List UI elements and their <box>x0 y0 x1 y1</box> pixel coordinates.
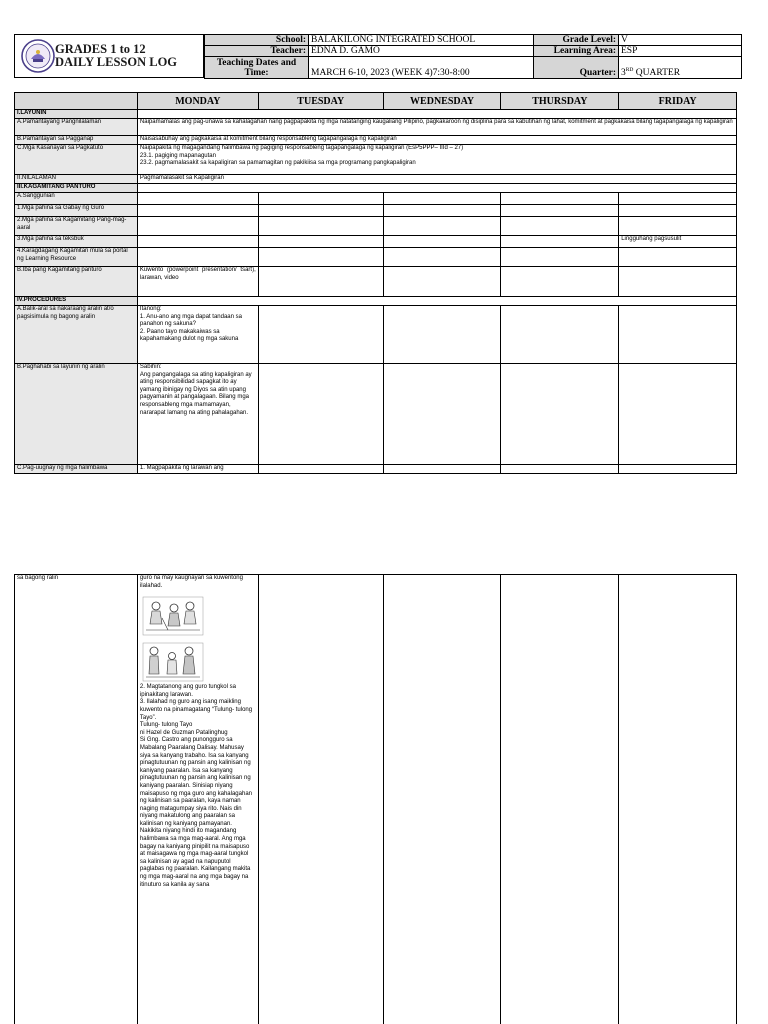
empty-cell <box>258 575 383 1024</box>
empty-cell <box>501 306 619 364</box>
row-label-balik-aral: A.Balik-aral sa nakaraang aralin at/o pagsisimula ng bagong aralin <box>15 306 138 364</box>
balik-aral-monday: Itanong: 1. Anu-ano ang mga dapat tandaan sa panahon ng sakuna? 2. Paano tayo makakaiwas sa kapahamakang dulot ng mga sakuna <box>137 306 258 364</box>
empty-cell <box>619 217 737 236</box>
empty-cell <box>619 364 737 465</box>
children-cleaning-illustration-icon <box>142 596 204 636</box>
quarter-value <box>619 57 742 79</box>
empty-cell <box>383 306 501 364</box>
quarter-number: 3 <box>621 68 626 78</box>
empty-cell <box>619 267 737 297</box>
empty-cell <box>619 306 737 364</box>
empty-cell <box>258 364 383 465</box>
kasanayan-text: Naipapakita ng magagandang halimbawa ng pagiging responsableng tagapangalaga ng kapaligiran (EsP5PPP– IIId – 27) 23.1. pagiging mapanagutan 23.2. pagmamalasakit sa kapaligiran sa pamamagitan ng pakikiisa sa mga programang pangkapaligiran <box>137 145 736 175</box>
empty-cell <box>383 575 501 1024</box>
row-label-gabay: 1.Mga pahina sa Gabay ng Guro <box>15 205 138 217</box>
empty-cell <box>501 236 619 248</box>
pag-uugnay-monday-cont <box>137 575 258 1024</box>
empty-cell <box>137 297 736 306</box>
quarter-suffix: QUARTER <box>633 68 681 78</box>
header-info-table <box>204 34 742 79</box>
teacher-value: EDNA D. GAMO <box>309 46 534 57</box>
title-line-1: GRADES 1 to 12 <box>55 42 146 56</box>
empty-cell <box>501 267 619 297</box>
learning-area-label: Learning Area: <box>534 46 619 57</box>
day-header-tuesday: TUESDAY <box>258 93 383 110</box>
row-label-iba-pang-kagamitan: B.Iba pang Kagamitang panturo <box>15 267 138 297</box>
learning-area-value: ESP <box>619 46 742 57</box>
row-label-kagamitang-mag-aaral: 2.Mga pahina sa Kagamitang Pang-mag-aaral <box>15 217 138 236</box>
empty-cell <box>619 465 737 474</box>
empty-cell <box>501 193 619 205</box>
family-illustration-icon <box>142 642 204 682</box>
empty-cell <box>258 267 383 297</box>
dll-title <box>55 43 177 69</box>
quarter-label: Quarter: <box>534 57 619 79</box>
teaching-dates-value: MARCH 6-10, 2023 (WEEK 4)7:30-8:00 <box>309 57 534 79</box>
empty-cell <box>501 575 619 1024</box>
empty-cell <box>383 193 501 205</box>
empty-cell <box>501 217 619 236</box>
paghahabi-monday: Sabihin: Ang pangangalaga sa ating kapaligiran ay ating responsibilidad sapagkat ito ay yamang ibinigay ng Diyos sa atin upang pagyamanin at pangalagaan. Bilang mga responsableng mga mamamayan, nararapat lamang na ating pahalagahan. <box>137 364 258 465</box>
empty-cell <box>383 465 501 474</box>
section-layunin: I.LAYUNIN <box>15 110 138 119</box>
school-label: School: <box>205 35 309 46</box>
pangnilalaman-text: Naipamamalas ang pag-unawa sa kahalagahan nang pagpapakita ng mga natatanging kaugaliang Pilipino, pagkakaroon ng disiplina para sa kabutihan ng lahat, komitment at pagkakaisa bilang tagapangalaga ng kapaligiran <box>137 119 736 136</box>
row-label-nilalaman: II.NILALAMAN <box>15 175 138 184</box>
empty-cell <box>137 248 258 267</box>
empty-cell <box>383 217 501 236</box>
quarter-ordinal: RD <box>625 66 634 73</box>
grade-level-label: Grade Level: <box>534 35 619 46</box>
pag-uugnay-intro: guro na may kaugnayan sa kuwentong ilalahad. <box>139 575 243 589</box>
teaching-dates-label: Teaching Dates and Time: <box>205 57 309 79</box>
teacher-label: Teacher: <box>205 46 309 57</box>
grade-level-value: V <box>619 35 742 46</box>
empty-cell <box>501 205 619 217</box>
empty-cell <box>258 236 383 248</box>
row-label-teksbuk: 3.Mga pahina sa teksbuk <box>15 236 138 248</box>
page-gap <box>0 548 768 574</box>
row-label-karagdagang: 4.Karagdagang Kagamitan mula sa portal ng Learning Resource <box>15 248 138 267</box>
row-label-pagganap: B.Pamantayan sa Pagganap <box>15 136 138 145</box>
day-header-friday: FRIDAY <box>619 93 737 110</box>
empty-cell <box>383 267 501 297</box>
empty-cell <box>137 110 736 119</box>
section-kagamitan: III.KAGAMITANG PANTURO <box>15 184 138 193</box>
empty-cell <box>619 193 737 205</box>
lesson-log-table-continued <box>14 574 737 1024</box>
empty-cell <box>383 248 501 267</box>
school-value: BALAKILONG INTEGRATED SCHOOL <box>309 35 534 46</box>
pagganap-text: Naisasabuhay ang pagkakaisa at komitment bilang responsableng tagapangalaga ng kapaligiran <box>137 136 736 145</box>
row-label-pangnilalaman: A.Pamantayang Pangnilalaman <box>15 119 138 136</box>
empty-cell <box>619 575 737 1024</box>
empty-cell <box>137 217 258 236</box>
day-header-thursday: THURSDAY <box>501 93 619 110</box>
empty-cell <box>258 217 383 236</box>
teksbuk-friday: Lingguhang pagsusulit <box>619 236 737 248</box>
empty-cell <box>258 306 383 364</box>
empty-cell <box>383 364 501 465</box>
empty-cell <box>501 364 619 465</box>
empty-cell <box>137 193 258 205</box>
empty-cell <box>258 248 383 267</box>
nilalaman-text: Pagmamalasakit sa Kapaligiran <box>137 175 736 184</box>
empty-cell <box>383 205 501 217</box>
row-label-pag-uugnay-cont: sa bagong ralin <box>15 575 138 1024</box>
empty-cell <box>383 236 501 248</box>
section-procedures: IV.PROCEDURES <box>15 297 138 306</box>
empty-cell <box>258 205 383 217</box>
empty-cell <box>501 465 619 474</box>
dll-title-box <box>14 34 204 78</box>
empty-cell <box>137 205 258 217</box>
lesson-log-table <box>14 92 737 474</box>
empty-cell <box>258 465 383 474</box>
empty-cell <box>258 193 383 205</box>
page-2 <box>0 574 768 1024</box>
row-label-paghahabi: B.Paghahabi sa layunin ng aralin <box>15 364 138 465</box>
empty-cell <box>137 184 736 193</box>
empty-cell <box>501 248 619 267</box>
empty-cell <box>619 248 737 267</box>
row-label-pag-uugnay: C.Pag-uugnay ng mga halimbawa <box>15 465 138 474</box>
title-line-2: DAILY LESSON LOG <box>55 55 178 69</box>
pag-uugnay-monday: 1. Magpapakita ng larawan ang <box>137 465 258 474</box>
empty-cell <box>619 205 737 217</box>
deped-seal-icon <box>21 39 55 73</box>
corner-header <box>15 93 138 110</box>
empty-cell <box>137 236 258 248</box>
day-header-wednesday: WEDNESDAY <box>383 93 501 110</box>
iba-pang-kagamitan-monday: Kuwento (powerpoint presentation/ tsart), larawan, video <box>137 267 258 297</box>
day-header-monday: MONDAY <box>137 93 258 110</box>
pag-uugnay-story: 2. Magtatanong ang guro tungkol sa ipinakitang larawan. 3. Ilalahad ng guro ang isang maikling kuwento na pinamagatang “Tulung- tulong Tayo”. Tulung- tulong Tayo ni Hazel de Guzman Patalinghug Si Gng. Castro ang punongguro sa Mabalang Paaralang Dalisay. Mahusay siya sa kanyang trabaho. Isa sa kanyang pinagtutuunan ng pansin ang kalinisan ng kaniyang paaralan. Isa sa kanyang pinagtutuunan ng pansin ang kalinisan ng kaniyang paaralan. Sinisiap niyang maisapuso ng mga guro ang kahalagahan ng kalinisan sa paaralan, kaya naman naging matagumpay siya rito. Nais din niyang makatulong ang paaralan sa kalinisan ng kaniyang pamayanan. Nakikita niyang hindi ito magandang halimbawa sa mga mag-aaral. Ang mga bagay na kaniyang pinipilit na maisapuso at maisagawa ng mga mag-aaral tungkol sa kalinisan ay agad na napuputol paglabas ng paaralan. Kailangang makita ng mga mag-aaral na ang mga bagay na itinuturo sa kanila ay sana <box>139 684 253 888</box>
row-label-kasanayan: C.Mga Kasanayan sa Pagkatuto <box>15 145 138 175</box>
row-label-sanggunian: A.Sanggunian <box>15 193 138 205</box>
